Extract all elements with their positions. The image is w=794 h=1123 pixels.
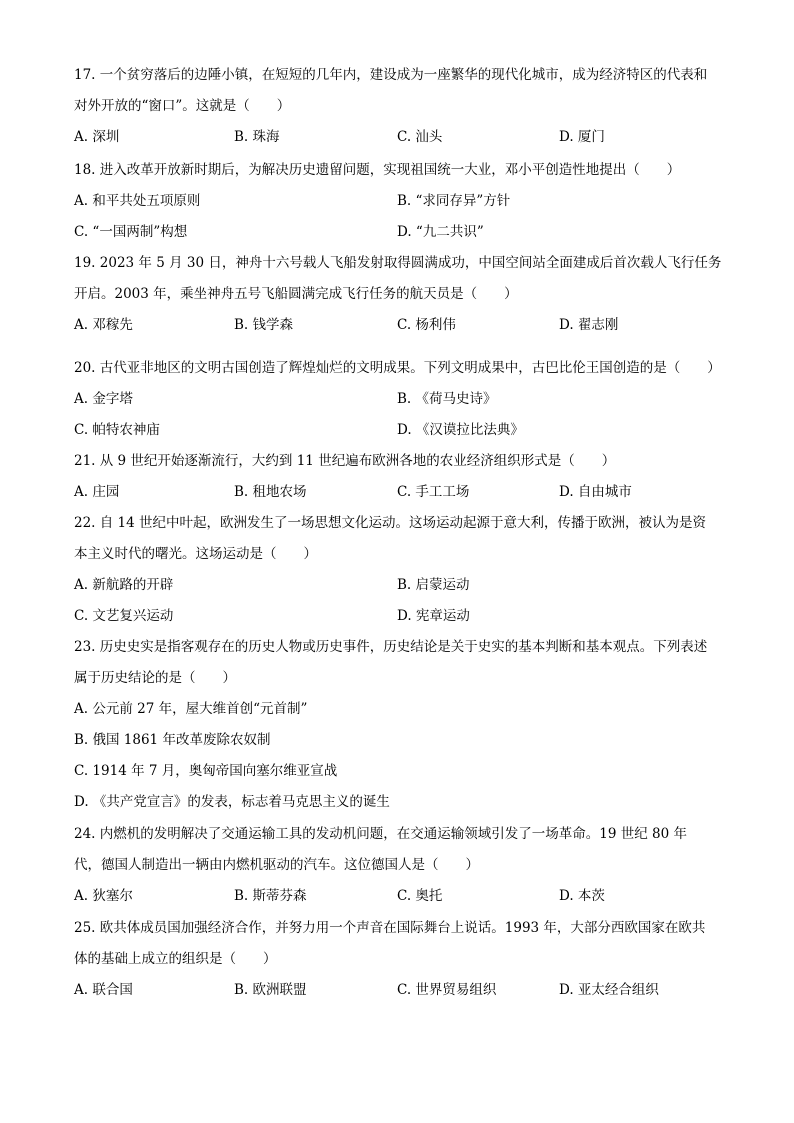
option-b: B. 珠海 (234, 129, 280, 145)
option-b: B. 启蒙运动 (397, 577, 470, 593)
option-a: A. 深圳 (74, 129, 120, 145)
option-b: B. 欧洲联盟 (234, 982, 307, 998)
option-row (74, 881, 734, 912)
option-b: B. 《荷马史诗》 (397, 391, 497, 407)
option-b: B. 租地农场 (234, 484, 307, 500)
option-row (74, 217, 734, 248)
option-b: B. “求同存异”方针 (397, 193, 511, 209)
option-d: D. 《共产党宣言》的发表，标志着马克思主义的诞生 (74, 794, 390, 810)
option-c: C. “一国两制”构想 (74, 224, 188, 240)
option-a: A. 联合国 (74, 982, 133, 998)
question-text: 代，德国人制造出一辆由内燃机驱动的汽车。这位德国人是（ ） (74, 857, 479, 873)
option-d: D. 本茨 (559, 888, 605, 904)
question-text: 17. 一个贫穷落后的边陲小镇，在短短的几年内，建设成为一座繁华的现代化城市，成为经济特区的代表和 (74, 67, 708, 83)
option-row (74, 122, 734, 153)
option-c: C. 1914 年 7 月，奥匈帝国向塞尔维亚宣战 (74, 763, 338, 779)
option-d: D. 厦门 (559, 129, 605, 145)
option-a: A. 和平共处五项原则 (74, 193, 201, 209)
question-text: 18. 进入改革开放新时期后，为解决历史遗留问题，实现祖国统一大业，邓小平创造性地提出（ ） (74, 162, 681, 178)
option-c: C. 杨利伟 (397, 317, 456, 333)
option-b: B. 斯蒂芬森 (234, 888, 307, 904)
question-23 (74, 632, 734, 818)
option-row (74, 186, 734, 217)
option-row (74, 477, 734, 508)
option-row (74, 975, 734, 1006)
option-c: C. 奥托 (397, 888, 443, 904)
option-a: A. 新航路的开辟 (74, 577, 174, 593)
question-25 (74, 913, 734, 1006)
question-text: 24. 内燃机的发明解决了交通运输工具的发动机问题，在交通运输领域引发了一场革命。19 世纪 80 年 (74, 826, 687, 842)
option-a: A. 邓稼先 (74, 317, 133, 333)
option-a: A. 公元前 27 年，屋大维首创“元首制” (74, 701, 308, 717)
question-17 (74, 60, 734, 153)
option-c: C. 世界贸易组织 (397, 982, 497, 998)
question-text: 25. 欧共体成员国加强经济合作，并努力用一个声音在国际舞台上说话。1993 年，大部分西欧国家在欧共 (74, 920, 706, 936)
option-row (74, 384, 734, 415)
option-d: D. 翟志刚 (559, 317, 619, 333)
question-text: 体的基础上成立的组织是（ ） (74, 951, 277, 967)
option-a: A. 庄园 (74, 484, 120, 500)
option-d: D. 宪章运动 (397, 608, 470, 624)
option-c: C. 帕特农神庙 (74, 422, 160, 438)
option-a: A. 狄塞尔 (74, 888, 133, 904)
question-21 (74, 446, 734, 508)
option-row (74, 601, 734, 632)
question-20 (74, 353, 734, 446)
option-row (74, 310, 734, 341)
question-text: 19. 2023 年 5 月 30 日，神舟十六号载人飞船发射取得圆满成功，中国空间站全面建成后首次载人飞行任务 (74, 255, 722, 271)
option-c: C. 手工工场 (397, 484, 470, 500)
question-text: 属于历史结论的是（ ） (74, 670, 236, 686)
question-text: 对外开放的“窗口”。这就是（ ） (74, 98, 291, 114)
question-text: 23. 历史史实是指客观存在的历史人物或历史事件，历史结论是关于史实的基本判断和基本观点。下列表述 (74, 639, 708, 655)
option-d: D. “九二共识” (397, 224, 484, 240)
question-18 (74, 155, 734, 248)
option-c: C. 文艺复兴运动 (74, 608, 174, 624)
option-c: C. 汕头 (397, 129, 443, 145)
question-19 (74, 248, 734, 341)
option-row (74, 415, 734, 446)
option-d: D. 《汉谟拉比法典》 (397, 422, 524, 438)
option-b: B. 钱学森 (234, 317, 294, 333)
question-24 (74, 819, 734, 912)
option-d: D. 自由城市 (559, 484, 632, 500)
question-text: 22. 自 14 世纪中叶起，欧洲发生了一场思想文化运动。这场运动起源于意大利，传播于欧洲，被认为是资 (74, 515, 707, 531)
option-b: B. 俄国 1861 年改革废除农奴制 (74, 732, 271, 748)
option-row (74, 570, 734, 601)
option-a: A. 金字塔 (74, 391, 133, 407)
question-text: 20. 古代亚非地区的文明古国创造了辉煌灿烂的文明成果。下列文明成果中，古巴比伦王国创造的是（ ） (74, 360, 721, 376)
question-text: 21. 从 9 世纪开始逐渐流行，大约到 11 世纪遍布欧洲各地的农业经济组织形式是（ ） (74, 453, 616, 469)
question-text: 本主义时代的曙光。这场运动是（ ） (74, 546, 317, 562)
question-text: 开启。2003 年，乘坐神舟五号飞船圆满完成飞行任务的航天员是（ ） (74, 286, 518, 302)
option-d: D. 亚太经合组织 (559, 982, 659, 998)
question-22 (74, 508, 734, 632)
